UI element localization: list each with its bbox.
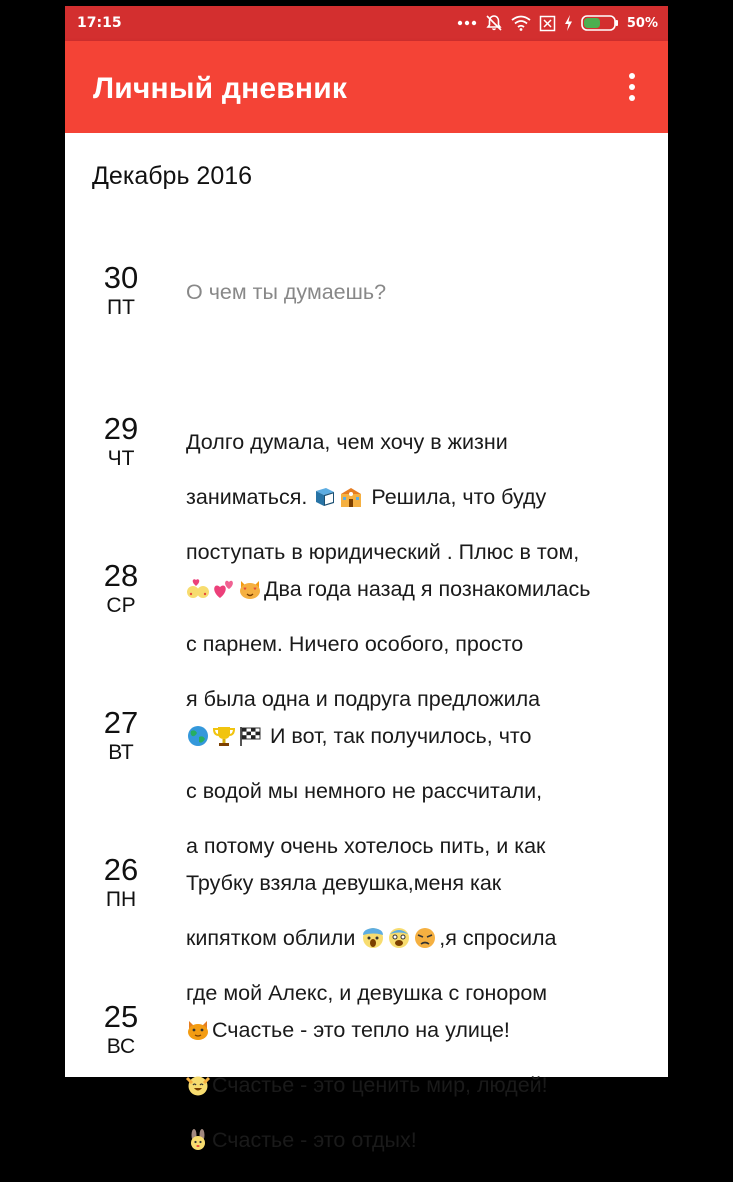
- wifi-icon: [511, 15, 531, 31]
- app-title: Личный дневник: [93, 72, 348, 105]
- blush-hearts-emoji-icon: [186, 578, 210, 600]
- overflow-menu-button[interactable]: [616, 69, 648, 105]
- battery-percent: 50%: [626, 15, 658, 31]
- mute-icon: [485, 14, 503, 32]
- status-icons: [457, 12, 658, 34]
- more-dots-icon: [457, 20, 477, 26]
- battery-icon: [581, 15, 619, 31]
- entry-preview-text: Два года назад я познакомилась с парнем. Ничего особого, просто я была одна и подруга предложила: [186, 576, 591, 711]
- entry-date: [85, 261, 157, 321]
- globe-emoji-icon: [186, 725, 210, 747]
- diary-entry[interactable]: [65, 690, 668, 858]
- sim-icon: [539, 15, 556, 32]
- entry-day-number: 30: [103, 260, 139, 295]
- heart-eyes-cat-emoji-icon: [238, 578, 262, 600]
- entry-weekday: ПН: [105, 888, 137, 911]
- entry-date: [85, 559, 157, 619]
- entry-day-number: 28: [103, 558, 139, 593]
- school-emoji-icon: [339, 486, 363, 508]
- entry-day-number: 25: [103, 999, 139, 1034]
- month-header: Декабрь 2016: [92, 162, 253, 190]
- entry-preview-text: И вот, так получилось, что с водой мы немного не рассчитали, а потому очень хотелось пить, и как: [186, 723, 546, 858]
- diary-list[interactable]: [65, 133, 668, 1152]
- scream-emoji-icon: [361, 927, 385, 949]
- entry-date: [85, 706, 157, 766]
- diary-entry[interactable]: [65, 396, 668, 564]
- status-bar: [65, 6, 668, 41]
- trophy-emoji-icon: [212, 725, 236, 747]
- phone-screen: [65, 6, 668, 1152]
- entry-weekday: ВС: [106, 1035, 136, 1058]
- entry-date: [85, 1000, 157, 1060]
- entry-weekday: ПТ: [107, 296, 135, 319]
- happy-emoji-icon: [186, 1074, 210, 1096]
- book-emoji-icon: [313, 486, 337, 508]
- checkered-flag-emoji-icon: [238, 725, 262, 747]
- angry-emoji-icon: [413, 927, 437, 949]
- charging-icon: [564, 15, 573, 31]
- diary-entry[interactable]: [65, 984, 668, 1152]
- diary-entry-new[interactable]: [65, 251, 668, 369]
- diary-entry[interactable]: [65, 543, 668, 711]
- entry-preview-text: Долго думала, чем хочу в жизни заниматься. Решила, что буду поступать в юридический . Плюс в том,: [186, 429, 580, 564]
- two-hearts-emoji-icon: [212, 578, 236, 600]
- bunny-emoji-icon: [186, 1129, 210, 1151]
- entry-day-number: 26: [103, 852, 139, 887]
- entry-day-number: 27: [103, 705, 139, 740]
- entry-weekday: СР: [106, 594, 136, 617]
- entry-placeholder-text[interactable]: О чем ты думаешь?: [186, 280, 387, 304]
- cat-emoji-icon: [186, 1019, 210, 1041]
- entry-day-number: 29: [103, 411, 139, 446]
- entry-preview-text: Трубку взяла девушка,меня как кипятком облили ,я спросила где мой Алекс, и девушка с гонором: [186, 870, 557, 1005]
- diary-entry[interactable]: [65, 837, 668, 1005]
- app-bar: [65, 41, 668, 133]
- entry-date: [85, 853, 157, 913]
- entry-weekday: ЧТ: [107, 447, 135, 470]
- fearful-emoji-icon: [387, 927, 411, 949]
- entry-weekday: ВТ: [108, 741, 134, 764]
- entry-preview-text: Счастье - это тепло на улице! Счастье - это ценить мир, людей! Счастье - это отдых!: [186, 989, 656, 1182]
- overflow-menu-icon: [629, 73, 635, 79]
- status-time: 17:15: [77, 15, 122, 31]
- entry-date: [85, 412, 157, 472]
